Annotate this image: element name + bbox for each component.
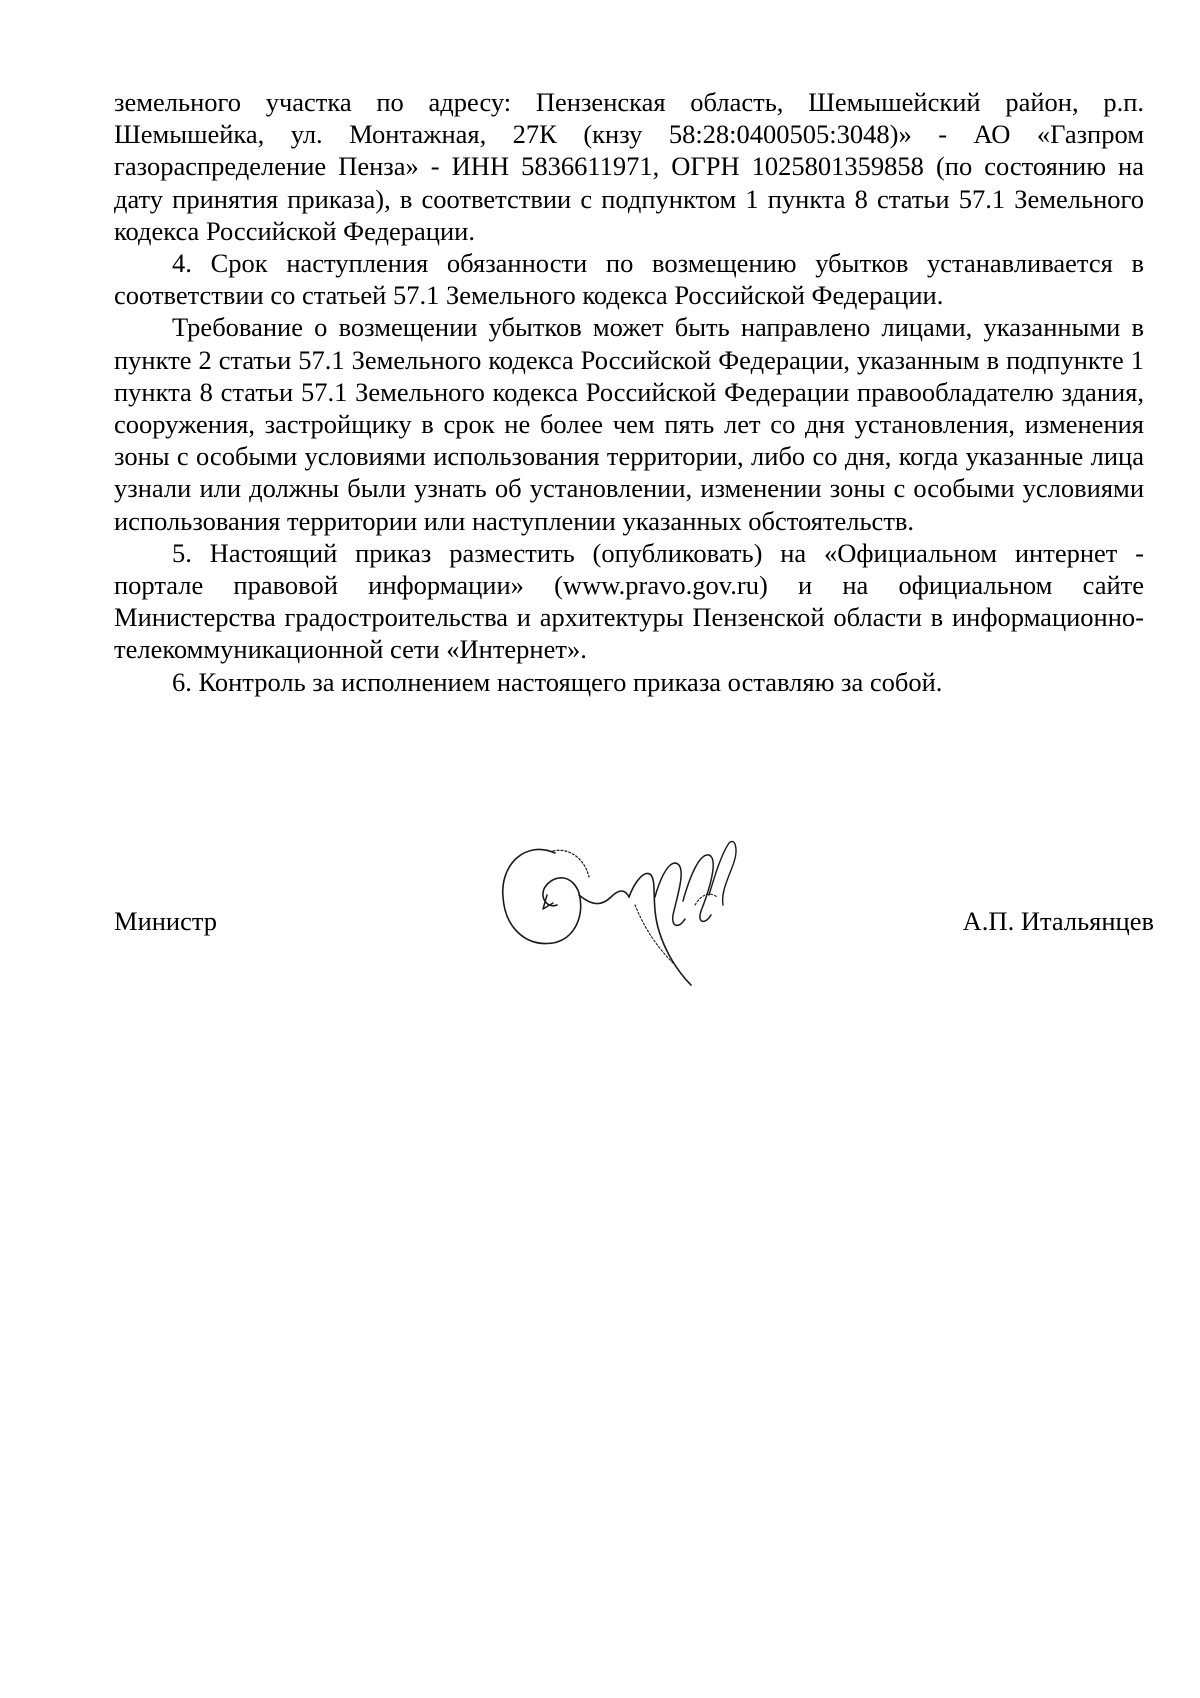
paragraph-land-plot: земельного участка по адресу: Пензенская область, Шемышейский район, р.п. Шемышейка, ул. Монтажная, 27К (кнзу 58:28:0400505:3048)» - АО «Газпром газораспределение Пенза» - ИНН 5836611971, ОГРН 1025801359858 (по состоянию на дату принятия приказа), в соответствии с подпунктом 1 пункта 8 статьи 57.1 Земельного кодекса Российской Федерации.	[114, 87, 1144, 246]
paragraph-item-5: 5. Настоящий приказ разместить (опубликовать) на «Официальном интернет - портале правовой информации» (www.pravo.gov.ru) и на официальном сайте Министерства градостроительства и архитектуры Пензенской области в информационно-телекоммуникационной сети «Интернет».	[114, 537, 1144, 665]
handwritten-signature-icon	[495, 835, 765, 1015]
paragraph-item-4: 4. Срок наступления обязанности по возмещению убытков устанавливается в соответствии со статьей 57.1 Земельного кодекса Российской Федерации.	[114, 248, 1144, 311]
paragraph-compensation-claim: Требование о возмещении убытков может быть направлено лицами, указанными в пункте 2 статьи 57.1 Земельного кодекса Российской Федерации, указанным в подпункте 1 пункта 8 статьи 57.1 Земельного кодекса Российской Федерации правообладателю здания, сооружения, застройщику в срок не более чем пять лет со дня установления, изменения зоны с особыми условиями использования территории, либо со дня, когда указанные лица узнали или должны были узнать об установлении, изменении зоны с особыми условиями использования территории или наступлении указанных обстоятельств.	[114, 312, 1144, 536]
paragraph-item-6: 6. Контроль за исполнением настоящего приказа оставляю за собой.	[172, 666, 943, 697]
signer-name: А.П. Итальянцев	[962, 906, 1154, 936]
position-title: Министр	[114, 906, 218, 936]
document-body	[114, 86, 1144, 698]
